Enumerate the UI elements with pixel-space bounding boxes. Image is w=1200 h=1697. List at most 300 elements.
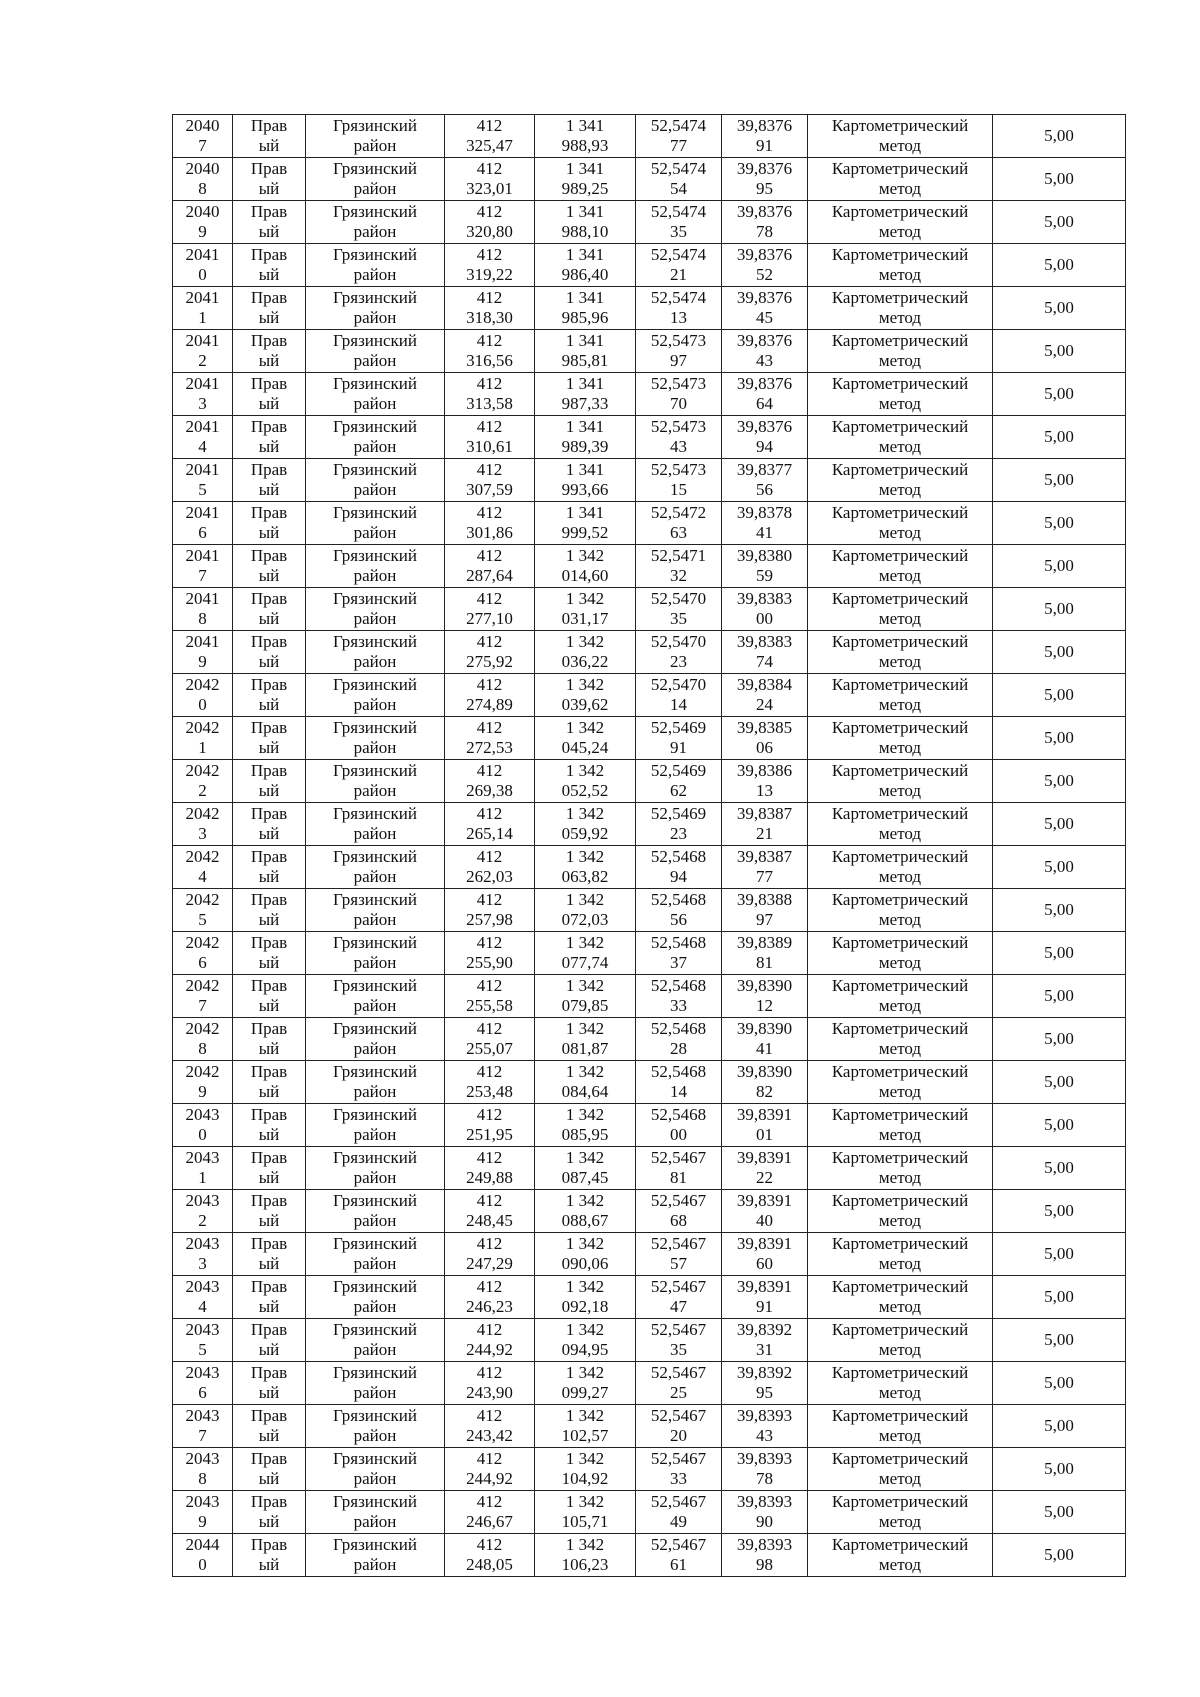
longitude-cell	[722, 803, 808, 846]
district-cell-line: район	[353, 695, 397, 714]
x-coordinate-cell	[445, 1405, 535, 1448]
method-cell-line: Картометрический	[831, 933, 969, 952]
x-coordinate-cell-line: 412	[476, 159, 503, 178]
latitude-cell-line: 49	[670, 1512, 687, 1531]
district-cell	[306, 1061, 445, 1104]
method-cell-line: Картометрический	[831, 761, 969, 780]
district-cell-line: Грязинский	[333, 589, 417, 608]
bank-side-cell	[233, 1061, 306, 1104]
latitude-cell-line: 20	[670, 1426, 687, 1445]
y-coordinate-cell-line: 1 341	[565, 159, 605, 178]
y-coordinate-cell-line: 1 342	[565, 1449, 605, 1468]
district-cell-line: район	[353, 1512, 397, 1531]
method-cell-line: метод	[878, 996, 922, 1015]
district-cell-line: район	[353, 781, 397, 800]
method-cell-line: Картометрический	[831, 632, 969, 651]
x-coordinate-cell-line: 323,01	[466, 179, 513, 198]
latitude-cell-line: 52,5468	[650, 1105, 707, 1124]
point-number-cell	[173, 631, 233, 674]
x-coordinate-cell-line: 412	[476, 933, 503, 952]
x-coordinate-cell-line: 412	[476, 804, 503, 823]
accuracy-cell: 5,00	[993, 674, 1126, 717]
district-cell-line: район	[353, 1383, 397, 1402]
district-cell-line: Грязинский	[333, 159, 417, 178]
bank-side-cell-line: Прав	[250, 374, 288, 393]
latitude-cell	[636, 588, 722, 631]
longitude-cell	[722, 1147, 808, 1190]
method-cell-line: Картометрический	[831, 1277, 969, 1296]
longitude-cell-line: 45	[756, 308, 773, 327]
x-coordinate-cell-line: 412	[476, 1191, 503, 1210]
bank-side-cell-line: Прав	[250, 718, 288, 737]
latitude-cell-line: 52,5467	[650, 1535, 707, 1554]
point-number-cell-line: 2042	[185, 976, 220, 995]
longitude-cell-line: 39,8393	[736, 1449, 793, 1468]
y-coordinate-cell-line: 104,92	[561, 1469, 609, 1488]
x-coordinate-cell	[445, 717, 535, 760]
method-cell-line: Картометрический	[831, 890, 969, 909]
longitude-cell-line: 39,8391	[736, 1105, 793, 1124]
latitude-cell-line: 13	[670, 308, 687, 327]
accuracy-cell: 5,00	[993, 1147, 1126, 1190]
x-coordinate-cell	[445, 760, 535, 803]
longitude-cell-line: 40	[756, 1211, 773, 1230]
y-coordinate-cell-line: 084,64	[561, 1082, 609, 1101]
table-row	[173, 1061, 1126, 1104]
bank-side-cell-line: Прав	[250, 1277, 288, 1296]
bank-side-cell-line: Прав	[250, 1105, 288, 1124]
method-cell-line: метод	[878, 824, 922, 843]
longitude-cell-line: 77	[756, 867, 773, 886]
x-coordinate-cell	[445, 1491, 535, 1534]
x-coordinate-cell-line: 255,07	[466, 1039, 513, 1058]
bank-side-cell-line: ый	[258, 609, 280, 628]
district-cell-line: район	[353, 1082, 397, 1101]
bank-side-cell-line: ый	[258, 1254, 280, 1273]
point-number-cell-line: 5	[198, 480, 207, 499]
point-number-cell-line: 2043	[185, 1320, 220, 1339]
accuracy-cell: 5,00	[993, 1276, 1126, 1319]
accuracy-cell: 5,00	[993, 1534, 1126, 1577]
district-cell-line: Грязинский	[333, 1234, 417, 1253]
y-coordinate-cell	[535, 1491, 636, 1534]
latitude-cell-line: 52,5468	[650, 890, 707, 909]
coordinates-table	[172, 114, 1126, 1577]
point-number-cell-line: 2	[198, 1211, 207, 1230]
y-coordinate-cell-line: 081,87	[561, 1039, 609, 1058]
x-coordinate-cell	[445, 889, 535, 932]
method-cell-line: метод	[878, 1555, 922, 1574]
latitude-cell-line: 52,5471	[650, 546, 707, 565]
longitude-cell-line: 82	[756, 1082, 773, 1101]
bank-side-cell-line: ый	[258, 1125, 280, 1144]
method-cell-line: Картометрический	[831, 1019, 969, 1038]
method-cell-line: Картометрический	[831, 503, 969, 522]
y-coordinate-cell-line: 1 341	[565, 331, 605, 350]
district-cell-line: район	[353, 1426, 397, 1445]
y-coordinate-cell-line: 988,93	[561, 136, 609, 155]
x-coordinate-cell-line: 412	[476, 1277, 503, 1296]
y-coordinate-cell-line: 1 342	[565, 718, 605, 737]
x-coordinate-cell-line: 412	[476, 1234, 503, 1253]
method-cell	[808, 201, 993, 244]
bank-side-cell	[233, 674, 306, 717]
district-cell-line: район	[353, 953, 397, 972]
x-coordinate-cell-line: 412	[476, 1492, 503, 1511]
point-number-cell	[173, 1276, 233, 1319]
x-coordinate-cell	[445, 1276, 535, 1319]
y-coordinate-cell-line: 1 341	[565, 374, 605, 393]
latitude-cell-line: 47	[670, 1297, 687, 1316]
longitude-cell	[722, 1319, 808, 1362]
point-number-cell-line: 2041	[185, 245, 220, 264]
longitude-cell	[722, 115, 808, 158]
longitude-cell-line: 95	[756, 179, 773, 198]
point-number-cell-line: 2042	[185, 933, 220, 952]
x-coordinate-cell-line: 287,64	[466, 566, 513, 585]
accuracy-cell: 5,00	[993, 1448, 1126, 1491]
longitude-cell-line: 39,8390	[736, 1019, 793, 1038]
point-number-cell-line: 2041	[185, 546, 220, 565]
longitude-cell-line: 00	[756, 609, 773, 628]
district-cell-line: Грязинский	[333, 202, 417, 221]
y-coordinate-cell-line: 085,95	[561, 1125, 609, 1144]
point-number-cell-line: 7	[198, 996, 207, 1015]
point-number-cell-line: 8	[198, 1469, 207, 1488]
accuracy-cell: 5,00	[993, 1405, 1126, 1448]
bank-side-cell-line: ый	[258, 480, 280, 499]
accuracy-cell: 5,00	[993, 459, 1126, 502]
bank-side-cell-line: ый	[258, 781, 280, 800]
x-coordinate-cell-line: 319,22	[466, 265, 513, 284]
bank-side-cell-line: ый	[258, 1340, 280, 1359]
latitude-cell	[636, 244, 722, 287]
x-coordinate-cell-line: 246,67	[466, 1512, 513, 1531]
y-coordinate-cell-line: 989,39	[561, 437, 609, 456]
method-cell-line: метод	[878, 1254, 922, 1273]
longitude-cell-line: 39,8376	[736, 288, 793, 307]
point-number-cell-line: 3	[198, 394, 207, 413]
longitude-cell	[722, 631, 808, 674]
accuracy-cell: 5,00	[993, 889, 1126, 932]
longitude-cell-line: 95	[756, 1383, 773, 1402]
longitude-cell	[722, 416, 808, 459]
longitude-cell-line: 39,8393	[736, 1535, 793, 1554]
accuracy-cell: 5,00	[993, 502, 1126, 545]
y-coordinate-cell	[535, 201, 636, 244]
district-cell	[306, 803, 445, 846]
method-cell	[808, 1362, 993, 1405]
x-coordinate-cell-line: 412	[476, 976, 503, 995]
method-cell-line: метод	[878, 1082, 922, 1101]
longitude-cell-line: 98	[756, 1555, 773, 1574]
bank-side-cell	[233, 1147, 306, 1190]
longitude-cell-line: 31	[756, 1340, 773, 1359]
x-coordinate-cell-line: 316,56	[466, 351, 513, 370]
point-number-cell-line: 2	[198, 351, 207, 370]
x-coordinate-cell-line: 253,48	[466, 1082, 513, 1101]
point-number-cell	[173, 1233, 233, 1276]
y-coordinate-cell-line: 1 342	[565, 632, 605, 651]
latitude-cell-line: 52,5467	[650, 1492, 707, 1511]
point-number-cell	[173, 846, 233, 889]
accuracy-cell: 5,00	[993, 588, 1126, 631]
latitude-cell	[636, 287, 722, 330]
bank-side-cell	[233, 846, 306, 889]
bank-side-cell-line: ый	[258, 566, 280, 585]
bank-side-cell-line: ый	[258, 1512, 280, 1531]
bank-side-cell-line: Прав	[250, 460, 288, 479]
longitude-cell	[722, 975, 808, 1018]
latitude-cell-line: 52,5470	[650, 675, 707, 694]
table-row	[173, 373, 1126, 416]
y-coordinate-cell-line: 1 342	[565, 589, 605, 608]
x-coordinate-cell	[445, 1362, 535, 1405]
bank-side-cell-line: Прав	[250, 632, 288, 651]
longitude-cell-line: 94	[756, 437, 773, 456]
longitude-cell-line: 12	[756, 996, 773, 1015]
y-coordinate-cell	[535, 1233, 636, 1276]
table-row	[173, 545, 1126, 588]
x-coordinate-cell	[445, 1319, 535, 1362]
y-coordinate-cell-line: 1 342	[565, 976, 605, 995]
method-cell-line: Картометрический	[831, 116, 969, 135]
district-cell	[306, 1104, 445, 1147]
y-coordinate-cell	[535, 631, 636, 674]
latitude-cell-line: 23	[670, 824, 687, 843]
method-cell-line: метод	[878, 953, 922, 972]
method-cell-line: метод	[878, 609, 922, 628]
longitude-cell-line: 39,8387	[736, 804, 793, 823]
x-coordinate-cell-line: 412	[476, 460, 503, 479]
point-number-cell-line: 8	[198, 1039, 207, 1058]
x-coordinate-cell-line: 244,92	[466, 1340, 513, 1359]
district-cell-line: район	[353, 394, 397, 413]
bank-side-cell-line: ый	[258, 394, 280, 413]
bank-side-cell-line: Прав	[250, 1449, 288, 1468]
x-coordinate-cell-line: 412	[476, 331, 503, 350]
bank-side-cell-line: Прав	[250, 1191, 288, 1210]
x-coordinate-cell	[445, 1018, 535, 1061]
district-cell	[306, 330, 445, 373]
method-cell-line: метод	[878, 910, 922, 929]
latitude-cell-line: 57	[670, 1254, 687, 1273]
method-cell	[808, 416, 993, 459]
district-cell	[306, 1491, 445, 1534]
district-cell-line: район	[353, 437, 397, 456]
y-coordinate-cell-line: 986,40	[561, 265, 609, 284]
district-cell	[306, 545, 445, 588]
latitude-cell-line: 52,5473	[650, 460, 707, 479]
district-cell	[306, 674, 445, 717]
latitude-cell	[636, 803, 722, 846]
district-cell-line: район	[353, 1469, 397, 1488]
longitude-cell-line: 52	[756, 265, 773, 284]
method-cell	[808, 760, 993, 803]
latitude-cell-line: 52,5474	[650, 288, 707, 307]
bank-side-cell-line: Прав	[250, 202, 288, 221]
point-number-cell-line: 2043	[185, 1449, 220, 1468]
district-cell	[306, 588, 445, 631]
latitude-cell-line: 43	[670, 437, 687, 456]
method-cell	[808, 1405, 993, 1448]
table-row	[173, 1319, 1126, 1362]
accuracy-cell: 5,00	[993, 975, 1126, 1018]
x-coordinate-cell	[445, 674, 535, 717]
longitude-cell-line: 91	[756, 136, 773, 155]
bank-side-cell-line: ый	[258, 1426, 280, 1445]
table-row	[173, 1233, 1126, 1276]
longitude-cell-line: 39,8391	[736, 1277, 793, 1296]
point-number-cell	[173, 545, 233, 588]
latitude-cell-line: 94	[670, 867, 687, 886]
longitude-cell	[722, 287, 808, 330]
x-coordinate-cell	[445, 244, 535, 287]
point-number-cell-line: 3	[198, 1254, 207, 1273]
method-cell-line: Картометрический	[831, 288, 969, 307]
point-number-cell-line: 2042	[185, 675, 220, 694]
district-cell-line: Грязинский	[333, 1492, 417, 1511]
longitude-cell	[722, 1362, 808, 1405]
district-cell-line: район	[353, 222, 397, 241]
x-coordinate-cell	[445, 588, 535, 631]
latitude-cell	[636, 932, 722, 975]
point-number-cell	[173, 1405, 233, 1448]
point-number-cell	[173, 373, 233, 416]
bank-side-cell	[233, 1319, 306, 1362]
y-coordinate-cell-line: 999,52	[561, 523, 609, 542]
district-cell	[306, 1405, 445, 1448]
x-coordinate-cell-line: 412	[476, 1535, 503, 1554]
bank-side-cell	[233, 330, 306, 373]
point-number-cell	[173, 330, 233, 373]
table-row	[173, 1018, 1126, 1061]
y-coordinate-cell-line: 1 342	[565, 804, 605, 823]
accuracy-cell: 5,00	[993, 330, 1126, 373]
y-coordinate-cell-line: 1 342	[565, 890, 605, 909]
method-cell-line: метод	[878, 179, 922, 198]
y-coordinate-cell-line: 1 341	[565, 460, 605, 479]
accuracy-cell: 5,00	[993, 717, 1126, 760]
method-cell-line: метод	[878, 308, 922, 327]
y-coordinate-cell	[535, 674, 636, 717]
bank-side-cell	[233, 1405, 306, 1448]
longitude-cell	[722, 846, 808, 889]
latitude-cell-line: 77	[670, 136, 687, 155]
longitude-cell	[722, 1018, 808, 1061]
method-cell-line: метод	[878, 1039, 922, 1058]
latitude-cell	[636, 158, 722, 201]
point-number-cell-line: 6	[198, 953, 207, 972]
method-cell-line: метод	[878, 867, 922, 886]
method-cell-line: метод	[878, 265, 922, 284]
x-coordinate-cell-line: 262,03	[466, 867, 513, 886]
longitude-cell	[722, 545, 808, 588]
method-cell	[808, 1018, 993, 1061]
bank-side-cell-line: Прав	[250, 675, 288, 694]
table-row	[173, 717, 1126, 760]
y-coordinate-cell-line: 988,10	[561, 222, 609, 241]
longitude-cell-line: 41	[756, 1039, 773, 1058]
method-cell-line: метод	[878, 1469, 922, 1488]
method-cell	[808, 115, 993, 158]
point-number-cell-line: 7	[198, 566, 207, 585]
latitude-cell	[636, 674, 722, 717]
latitude-cell-line: 14	[670, 1082, 687, 1101]
method-cell-line: Картометрический	[831, 159, 969, 178]
method-cell	[808, 631, 993, 674]
bank-side-cell-line: Прав	[250, 331, 288, 350]
district-cell	[306, 502, 445, 545]
point-number-cell-line: 2042	[185, 890, 220, 909]
point-number-cell-line: 2042	[185, 1019, 220, 1038]
district-cell	[306, 1018, 445, 1061]
bank-side-cell	[233, 287, 306, 330]
district-cell-line: район	[353, 652, 397, 671]
y-coordinate-cell	[535, 932, 636, 975]
bank-side-cell-line: ый	[258, 308, 280, 327]
x-coordinate-cell-line: 246,23	[466, 1297, 513, 1316]
point-number-cell-line: 2041	[185, 374, 220, 393]
point-number-cell-line: 6	[198, 1383, 207, 1402]
bank-side-cell-line: ый	[258, 996, 280, 1015]
district-cell	[306, 1233, 445, 1276]
latitude-cell-line: 52,5467	[650, 1449, 707, 1468]
x-coordinate-cell-line: 301,86	[466, 523, 513, 542]
y-coordinate-cell-line: 106,23	[561, 1555, 609, 1574]
y-coordinate-cell-line: 987,33	[561, 394, 609, 413]
longitude-cell-line: 43	[756, 351, 773, 370]
latitude-cell-line: 52,5468	[650, 847, 707, 866]
x-coordinate-cell	[445, 846, 535, 889]
x-coordinate-cell	[445, 1104, 535, 1147]
latitude-cell	[636, 330, 722, 373]
method-cell-line: Картометрический	[831, 1320, 969, 1339]
point-number-cell-line: 2041	[185, 288, 220, 307]
y-coordinate-cell-line: 092,18	[561, 1297, 609, 1316]
longitude-cell-line: 13	[756, 781, 773, 800]
table-row	[173, 287, 1126, 330]
district-cell	[306, 1276, 445, 1319]
latitude-cell-line: 52,5468	[650, 933, 707, 952]
longitude-cell-line: 39,8392	[736, 1320, 793, 1339]
bank-side-cell-line: ый	[258, 1211, 280, 1230]
method-cell	[808, 1104, 993, 1147]
latitude-cell	[636, 760, 722, 803]
longitude-cell-line: 78	[756, 222, 773, 241]
method-cell-line: Картометрический	[831, 804, 969, 823]
method-cell-line: Картометрический	[831, 1449, 969, 1468]
bank-side-cell-line: ый	[258, 179, 280, 198]
method-cell-line: метод	[878, 695, 922, 714]
x-coordinate-cell-line: 412	[476, 718, 503, 737]
longitude-cell-line: 39,8383	[736, 589, 793, 608]
x-coordinate-cell-line: 310,61	[466, 437, 513, 456]
point-number-cell-line: 2043	[185, 1148, 220, 1167]
district-cell-line: район	[353, 1125, 397, 1144]
point-number-cell-line: 7	[198, 1426, 207, 1445]
latitude-cell	[636, 502, 722, 545]
latitude-cell	[636, 1061, 722, 1104]
y-coordinate-cell-line: 1 342	[565, 546, 605, 565]
x-coordinate-cell	[445, 932, 535, 975]
latitude-cell	[636, 1405, 722, 1448]
latitude-cell	[636, 1491, 722, 1534]
latitude-cell-line: 63	[670, 523, 687, 542]
latitude-cell-line: 70	[670, 394, 687, 413]
district-cell-line: район	[353, 738, 397, 757]
table-row	[173, 459, 1126, 502]
